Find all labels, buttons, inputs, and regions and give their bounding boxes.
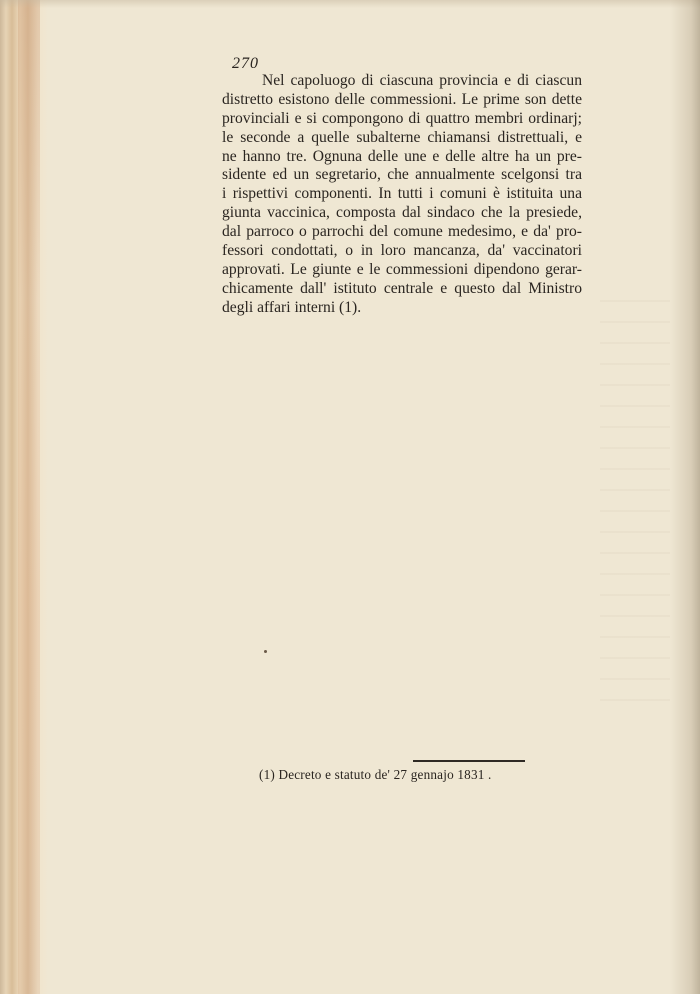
- body-line: i rispettivi componenti. In tutti i comuni è istituita una: [222, 185, 582, 203]
- footnote-rule: [413, 760, 525, 762]
- body-line: fessori condottati, o in loro mancanza, da' vaccinatori: [222, 242, 582, 260]
- footnote: (1) Decreto e statuto de' 27 gennajo 1831 .: [259, 767, 492, 782]
- top-edge-shadow: [0, 0, 700, 8]
- show-through-text: [600, 300, 670, 720]
- body-line: le seconde a quelle subalterne chiamansi distrettuali, e: [222, 128, 582, 146]
- body-line: giunta vaccinica, composta dal sindaco che la presiede,: [222, 204, 582, 222]
- ink-speck: [264, 650, 267, 653]
- page-number: 270: [232, 55, 259, 72]
- main-text-block: [222, 56, 582, 318]
- body-line: approvati. Le giunte e le commessioni dipendono gerar-: [222, 260, 582, 278]
- body-line: ne hanno tre. Ognuna delle une e delle altre ha un pre-: [222, 147, 582, 165]
- page-curl-shadow: [670, 0, 700, 994]
- body-line: degli affari interni (1).: [222, 298, 362, 316]
- body-line: chicamente dall' istituto centrale e questo dal Ministro: [222, 279, 582, 297]
- body-line: distretto esistono delle commessioni. Le prime son dette: [222, 90, 582, 108]
- body-line: provinciali e si compongono di quattro membri ordinarj;: [222, 109, 582, 127]
- binding-stain: [18, 0, 40, 994]
- body-line: sidente ed un segretario, che annualmente scelgonsi tra: [222, 166, 582, 184]
- body-line: dal parroco o parrochi del comune medesimo, e da' pro-: [222, 223, 582, 241]
- body-line: Nel capoluogo di ciascuna provincia e di ciascun: [262, 72, 582, 89]
